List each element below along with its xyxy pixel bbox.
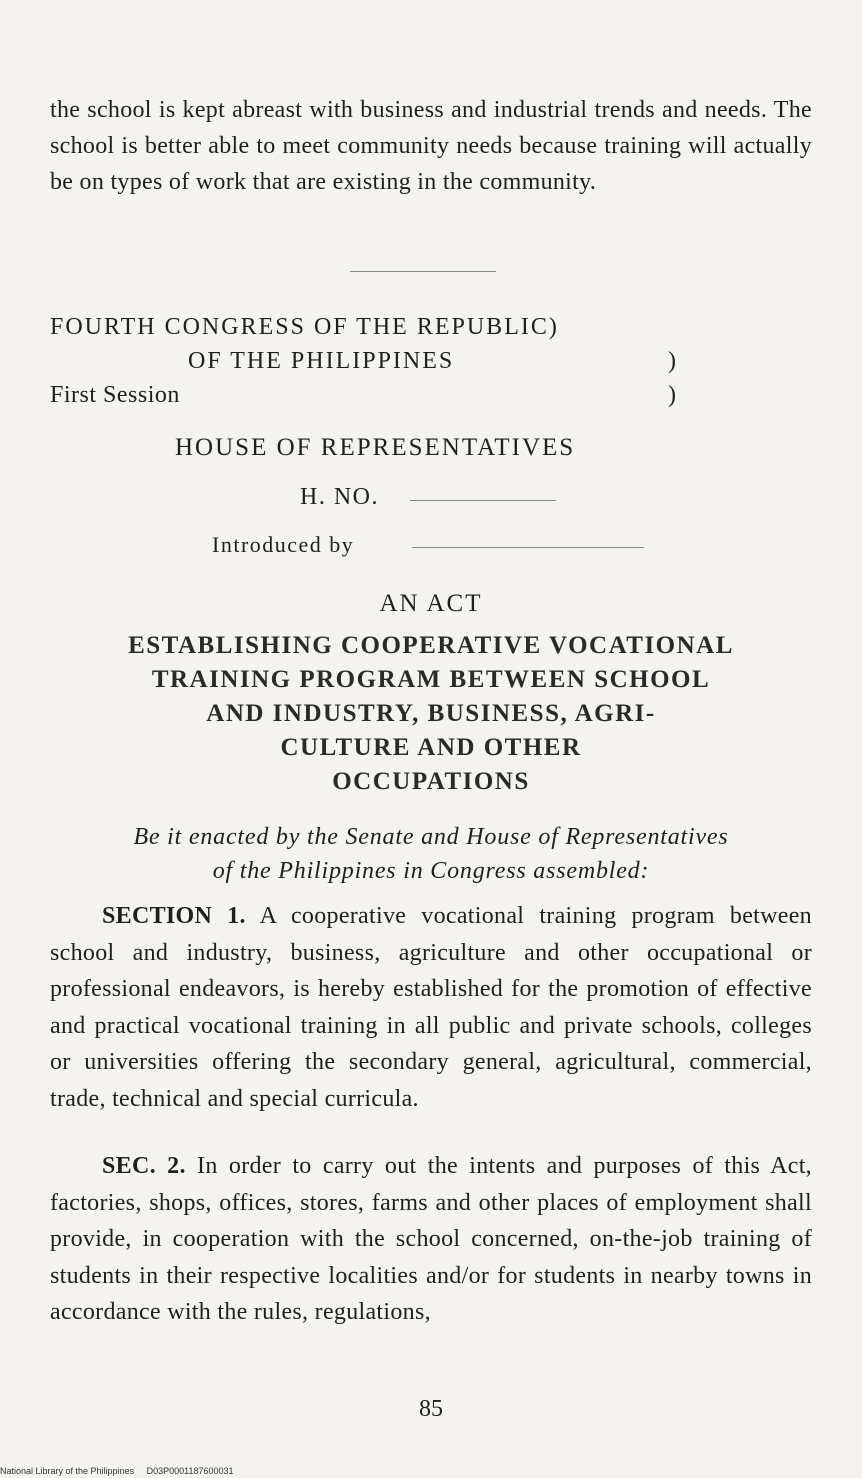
bill-number-label: H. NO. [300,484,379,510]
page-number: 85 [419,1396,443,1422]
bill-number-blank-line [410,500,556,501]
act-title-line-1: ESTABLISHING COOPERATIVE VOCATIONAL [128,632,734,659]
act-heading: AN ACT [379,590,483,617]
enacting-clause [50,820,812,888]
header-line-congress: FOURTH CONGRESS OF THE REPUBLIC) [50,314,559,340]
header-line-session [50,378,690,412]
section-1 [50,898,812,1117]
separator-rule [350,271,496,272]
introduced-by-label: Introduced by [212,532,355,557]
intro-paragraph: the school is kept abreast with business and industrial trends and needs. The school is better able to meet community needs because training will actually be on types of work that are existing in the community. [50,97,812,195]
act-title-line-4: CULTURE AND OTHER [280,734,582,761]
header-session-text: First Session [50,382,180,408]
house-of-representatives: HOUSE OF REPRESENTATIVES [175,434,576,461]
header-paren-3: ) [668,382,678,408]
act-title-line-3: AND INDUSTRY, BUSINESS, AGRI- [206,700,656,727]
section-2-text: In order to carry out the intents and purposes of this Act, factories, shops, offices, stores, farms and other places of employment shall provide, in cooperation with the school concerned, on-the-job training of students in their respective localities and/or for students in nearby towns in accordance with the rules, regulations, [50,1153,812,1325]
congress-header [50,310,690,412]
act-title-line-5: OCCUPATIONS [332,768,530,795]
footer-id: D03P0001187600031 [146,1466,234,1476]
introduced-by-blank-line [412,547,644,548]
header-line-philippines [50,344,690,378]
act-title-line-2: TRAINING PROGRAM BETWEEN SCHOOL [151,666,711,693]
footer-credit [0,1466,244,1476]
section-2 [50,1148,812,1331]
section-1-text: A cooperative vocational training program between school and industry, business, agriculture and other occupational or professional endeavors, is hereby established for the promotion of effective and practical vocational training in all public and private schools, colleges or universities offering the secondary general, agricultural, commercial, trade, technical and special curricula. [50,903,812,1112]
enacting-clause-line-1: Be it enacted by the Senate and House of Representatives [133,824,729,850]
act-title [50,629,812,799]
enacting-clause-line-2: of the Philippines in Congress assembled: [212,858,650,884]
section-1-label: SECTION 1. [102,903,246,929]
section-2-label: SEC. 2. [102,1153,186,1179]
footer-source: National Library of the Philippines [0,1466,135,1476]
header-philippines-text: OF THE PHILIPPINES [188,348,455,374]
header-paren-2: ) [668,348,678,374]
